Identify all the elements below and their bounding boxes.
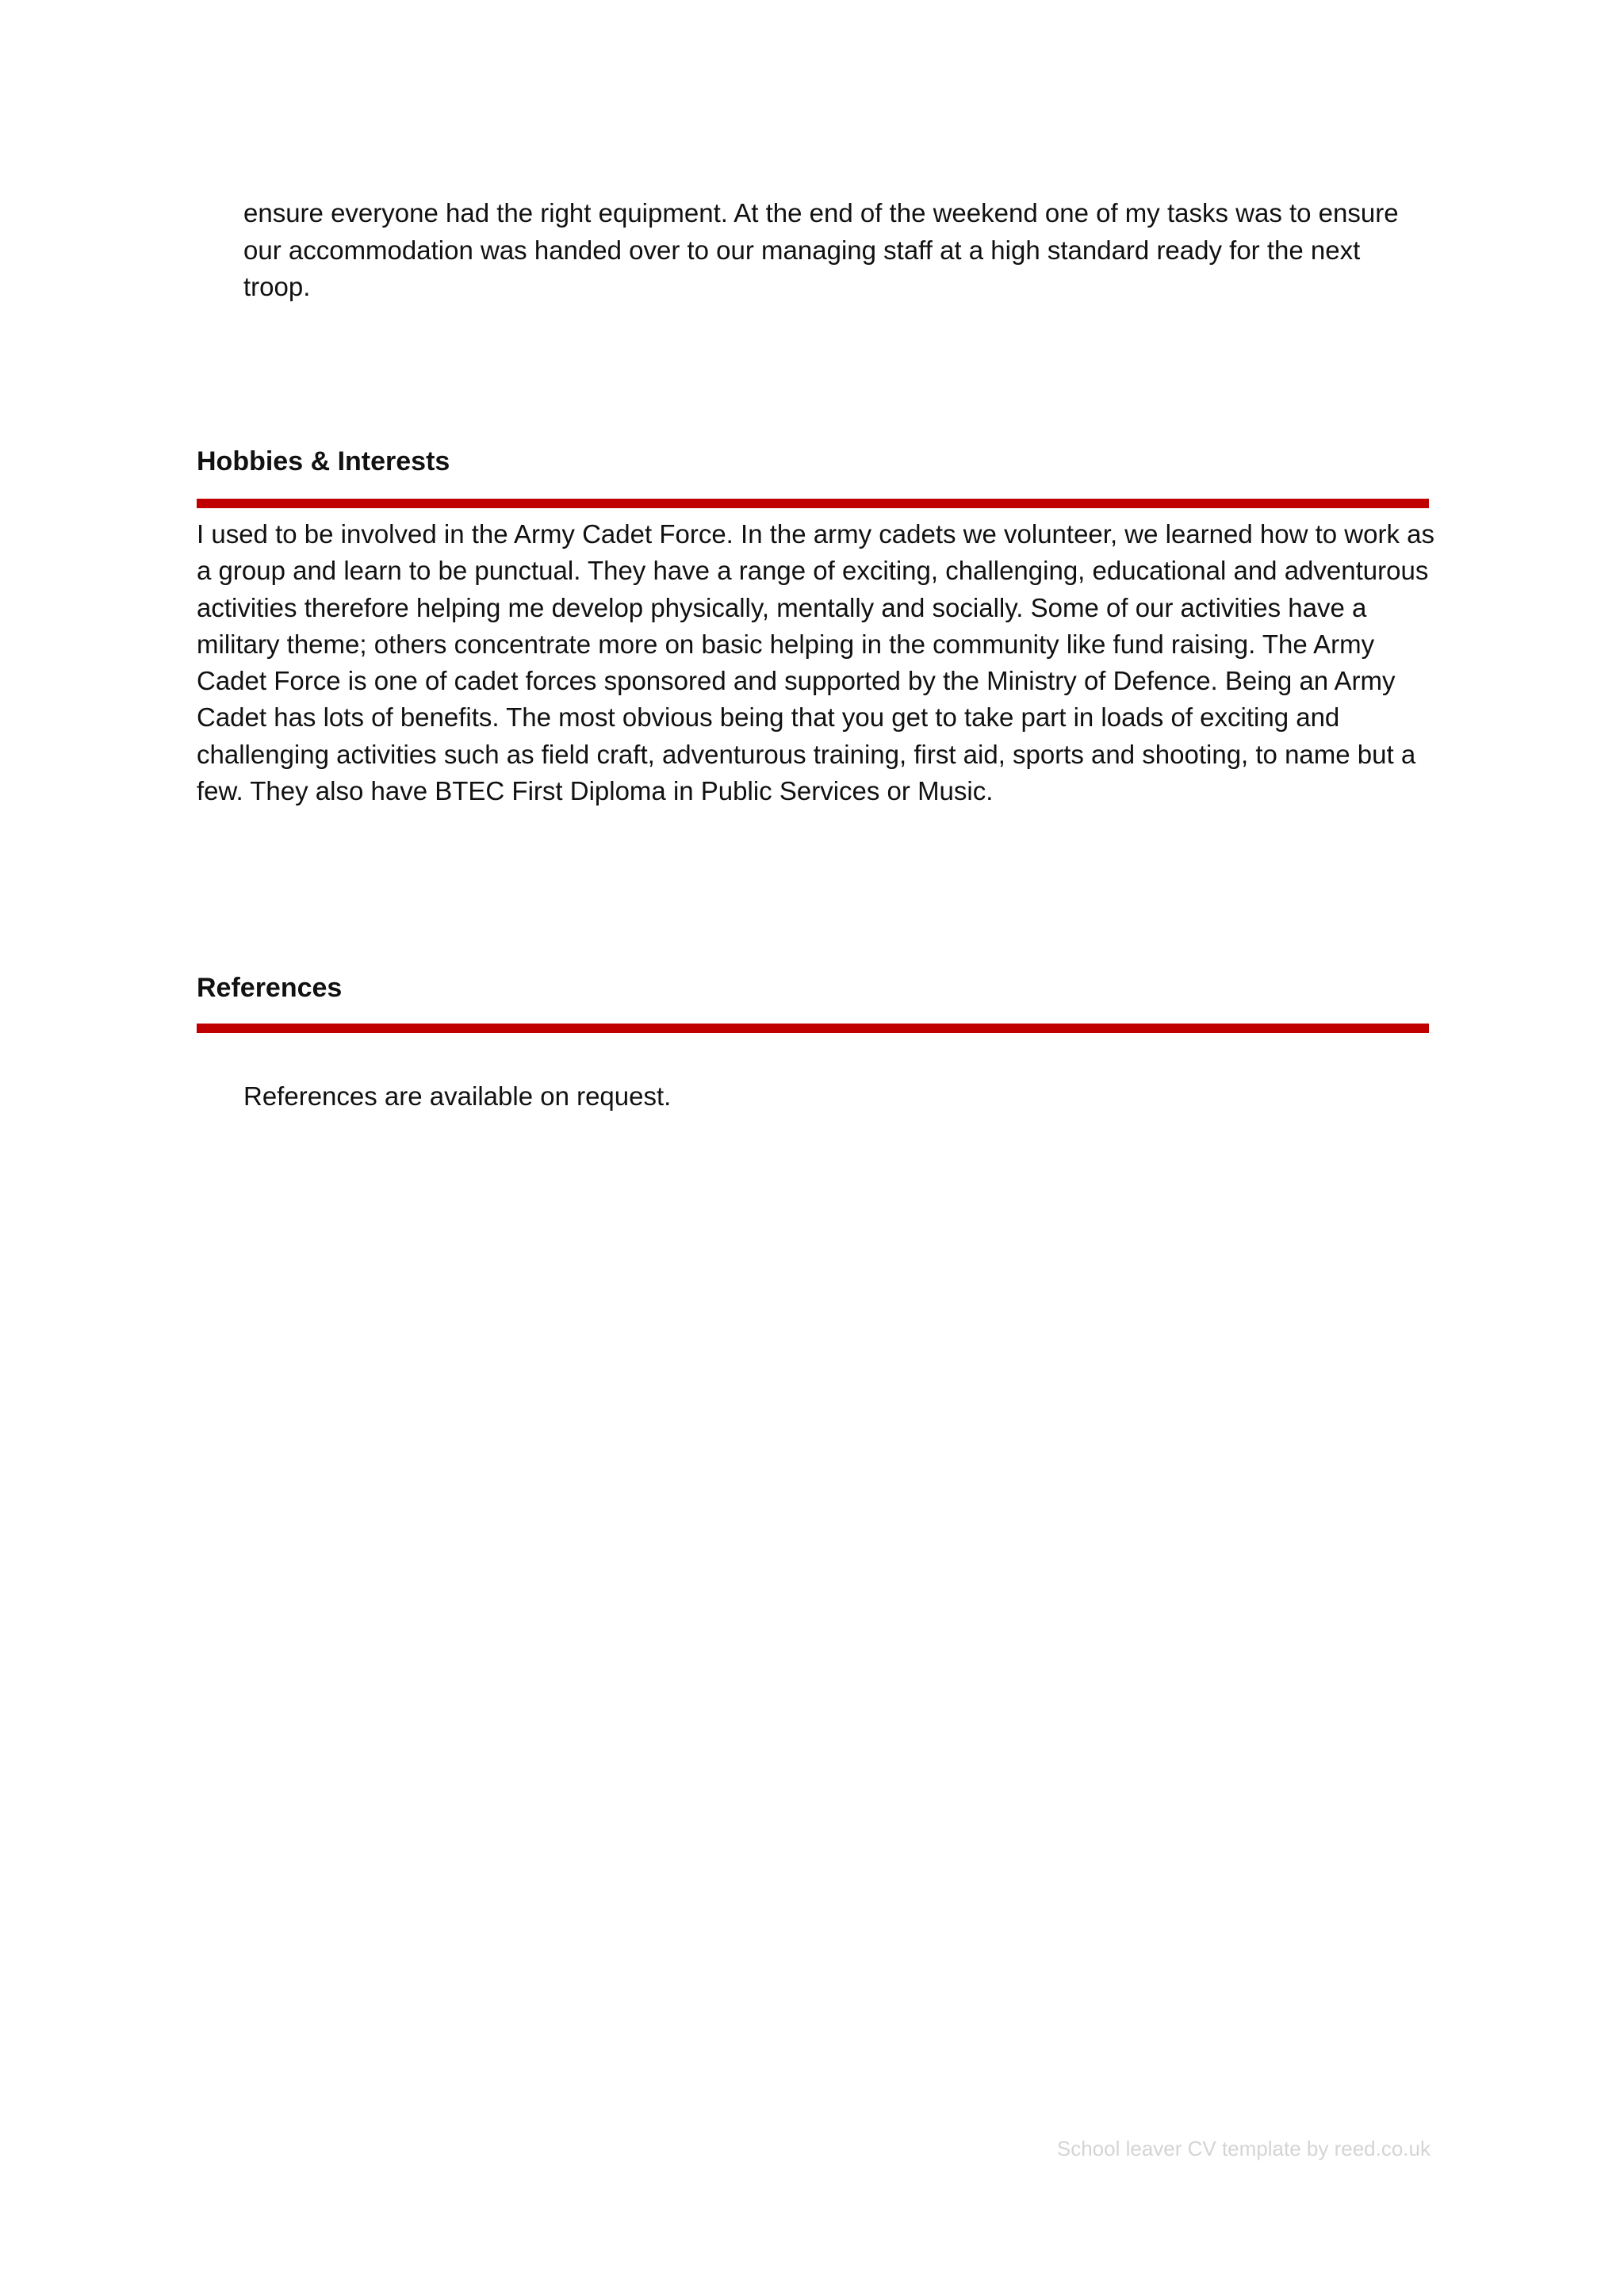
experience-continuation-text: ensure everyone had the right equipment. At the end of the weekend one of my tasks was to ensure our accommodation was handed over to our managing staff at a high standard ready for the next troop. bbox=[243, 198, 1399, 301]
hobbies-heading: Hobbies & Interests bbox=[197, 446, 450, 476]
hobbies-text: I used to be involved in the Army Cadet Force. In the army cadets we volunteer, we learned how to work as a group and learn to be punctual. They have a range of exciting, challenging, educational and adventurous activities therefore helping me develop physically, mentally and socially. Some of our activities have a military theme; others concentrate more on basic helping in the community like fund raising. The Army Cadet Force is one of cadet forces sponsored and supported by the Ministry of Defence. Being an Army Cadet has lots of benefits. The most obvious being that you get to take part in loads of exciting and challenging activities such as field craft, adventurous training, first aid, sports and shooting, to name but a few. They also have BTEC First Diploma in Public Services or Music. bbox=[197, 519, 1434, 806]
references-divider bbox=[197, 1024, 1429, 1033]
footer-credit: School leaver CV template by reed.co.uk bbox=[1056, 2137, 1431, 2160]
references-text: References are available on request. bbox=[243, 1081, 672, 1111]
hobbies-divider bbox=[197, 499, 1429, 508]
references-heading: References bbox=[197, 973, 343, 1003]
